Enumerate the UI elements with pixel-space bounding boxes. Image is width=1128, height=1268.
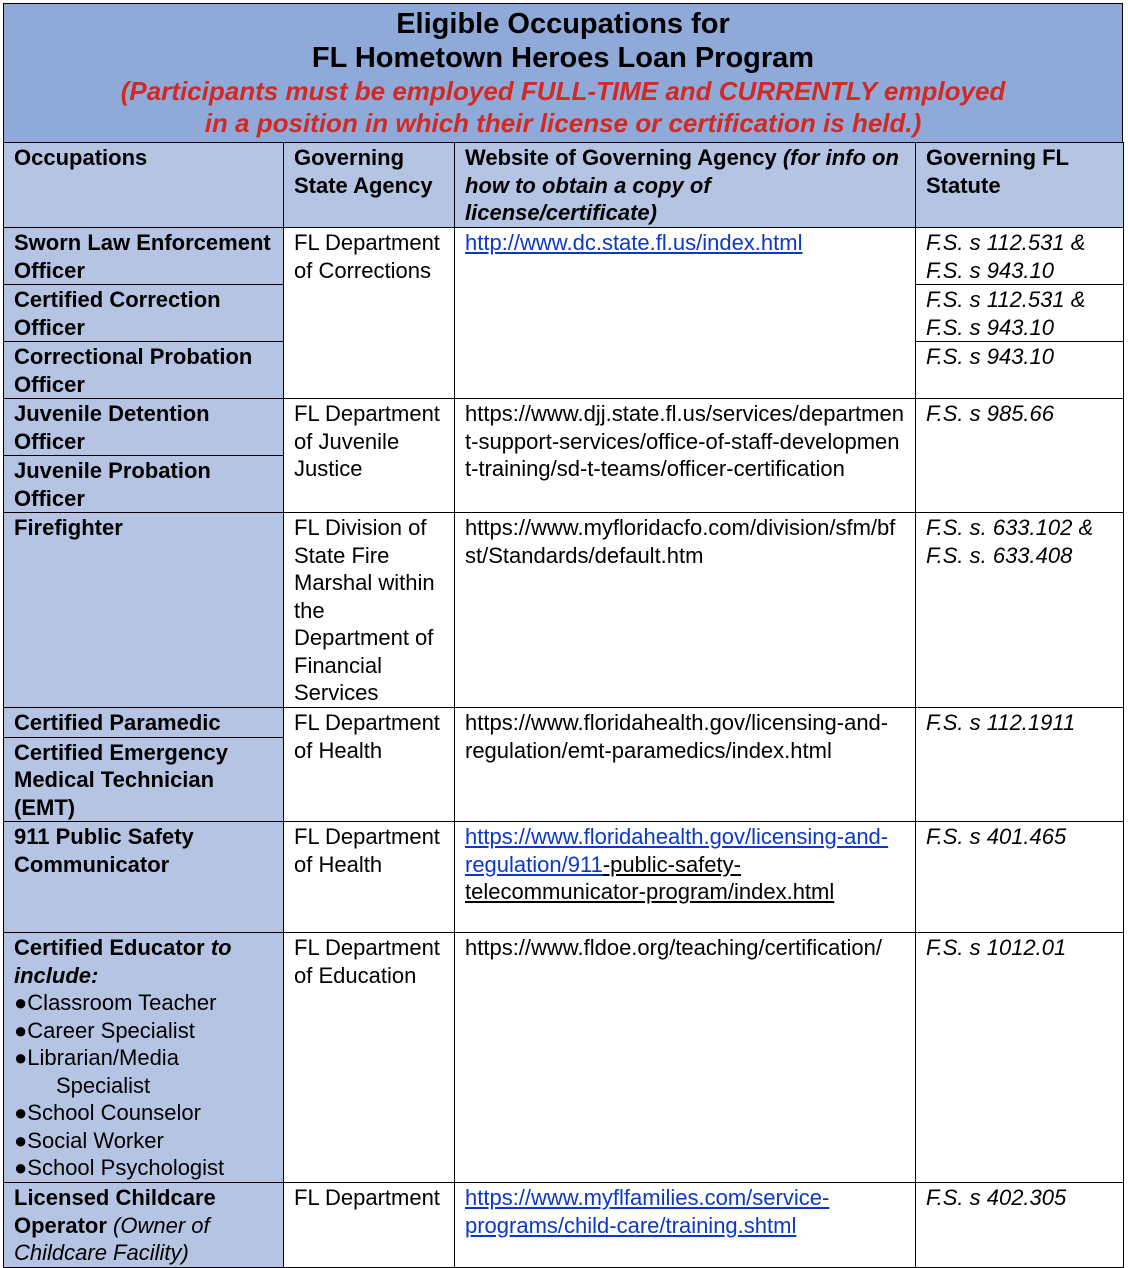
statute-cell: F.S. s 402.305: [916, 1183, 1124, 1268]
agency-cell: FL Department: [284, 1183, 455, 1268]
header-website-note: (for info on how to obtain a copy of license/certificate): [465, 145, 899, 225]
occupation-cell: Correctional Probation Officer: [4, 342, 284, 399]
occupation-note: to include:: [14, 935, 232, 988]
website-link[interactable]: http://www.dc.state.fl.us/index.html: [465, 230, 803, 255]
document: [3, 3, 1123, 1268]
occupation-cell: Certified Emergency Medical Technician (EMT): [4, 737, 284, 822]
occupations-table: [3, 142, 1124, 1268]
occupation-cell: [4, 933, 284, 1183]
occupation-title: Licensed Childcare Operator: [14, 1185, 216, 1238]
website-link[interactable]: https://www.myflfamilies.com/service-programs/child-care/training.shtml: [465, 1185, 830, 1238]
website-cell: [455, 228, 916, 399]
list-item: ●Social Worker: [14, 1127, 164, 1153]
statute-cell: F.S. s. 633.102 & F.S. s. 633.408: [916, 513, 1124, 708]
occupation-cell: 911 Public Safety Communicator: [4, 822, 284, 933]
table-row: [4, 1183, 1124, 1268]
website-cell: https://www.fldoe.org/teaching/certification/: [455, 933, 916, 1183]
list-item: ●School Counselor: [14, 1100, 201, 1125]
agency-cell: FL Department of Health: [284, 708, 455, 822]
statute-cell: F.S. s 112.531 & F.S. s 943.10: [916, 228, 1124, 285]
header-website: Website of Governing Agency (for info on how to obtain a copy of license/certificate): [455, 143, 916, 228]
website-cell: https://www.myfloridacfo.com/division/sfm/bfst/Standards/default.htm: [455, 513, 916, 708]
title-line-2: FL Hometown Heroes Loan Program: [311, 42, 815, 74]
website-cell: https://www.floridahealth.gov/licensing-and-regulation/emt-paramedics/index.html: [455, 708, 916, 822]
occupation-cell: Firefighter: [4, 513, 284, 708]
website-link[interactable]: https://www.floridahealth.gov/licensing-and-regulation/911: [465, 824, 889, 877]
statute-cell: F.S. s 1012.01: [916, 933, 1124, 1183]
list-item: ●Classroom Teacher: [14, 990, 217, 1015]
educator-list: [14, 989, 273, 1182]
table-header-row: [4, 143, 1124, 228]
list-item-continued: Specialist: [56, 1072, 151, 1098]
eligibility-note-1: (Participants must be employed FULL-TIME and CURRENTLY employed: [120, 76, 1006, 106]
occupation-title: Certified Educator: [14, 935, 205, 960]
agency-cell: FL Department of Health: [284, 822, 455, 933]
table-row: [4, 228, 1124, 285]
header-statute: Governing FL Statute: [916, 143, 1124, 228]
list-item: ●School Psychologist: [14, 1155, 225, 1180]
table-row: [4, 708, 1124, 738]
agency-cell: FL Division of State Fire Marshal within the Department of Financial Services: [284, 513, 455, 708]
occupation-cell: Certified Paramedic: [4, 708, 284, 738]
statute-cell: F.S. s 112.531 & F.S. s 943.10: [916, 285, 1124, 342]
occupation-note: (Owner of Childcare Facility): [14, 1212, 210, 1265]
agency-cell: FL Department of Juvenile Justice: [284, 399, 455, 513]
title-line-1: Eligible Occupations for: [396, 8, 730, 40]
occupation-cell: Juvenile Detention Officer: [4, 399, 284, 456]
agency-cell: FL Department of Corrections: [284, 228, 455, 399]
statute-cell: F.S. s 112.1911: [916, 708, 1124, 822]
website-cell: [455, 1183, 916, 1268]
table-row: [4, 399, 1124, 456]
title-block: [3, 3, 1123, 142]
list-item: ●Librarian/Media: [14, 1045, 179, 1070]
eligibility-note-2: in a position in which their license or certification is held.): [204, 108, 922, 138]
table-row: [4, 822, 1124, 933]
header-occupations: Occupations: [4, 143, 284, 228]
website-link-rest[interactable]: -public-safety-telecommunicator-program/index.html: [465, 851, 835, 904]
table-row: [4, 933, 1124, 1183]
table-row: [4, 513, 1124, 708]
website-cell: [455, 822, 916, 933]
statute-cell: F.S. s 943.10: [916, 342, 1124, 399]
header-agency: Governing State Agency: [284, 143, 455, 228]
statute-cell: F.S. s 401.465: [916, 822, 1124, 933]
list-item: ●Career Specialist: [14, 1017, 195, 1043]
agency-cell: FL Department of Education: [284, 933, 455, 1183]
occupation-cell: Certified Correction Officer: [4, 285, 284, 342]
occupation-cell: Sworn Law Enforcement Officer: [4, 228, 284, 285]
occupation-cell: [4, 1183, 284, 1268]
statute-cell: F.S. s 985.66: [916, 399, 1124, 513]
occupation-cell: Juvenile Probation Officer: [4, 456, 284, 513]
website-cell: https://www.djj.state.fl.us/services/department-support-services/office-of-staff-development-training/sd-t-teams/officer-certification: [455, 399, 916, 513]
